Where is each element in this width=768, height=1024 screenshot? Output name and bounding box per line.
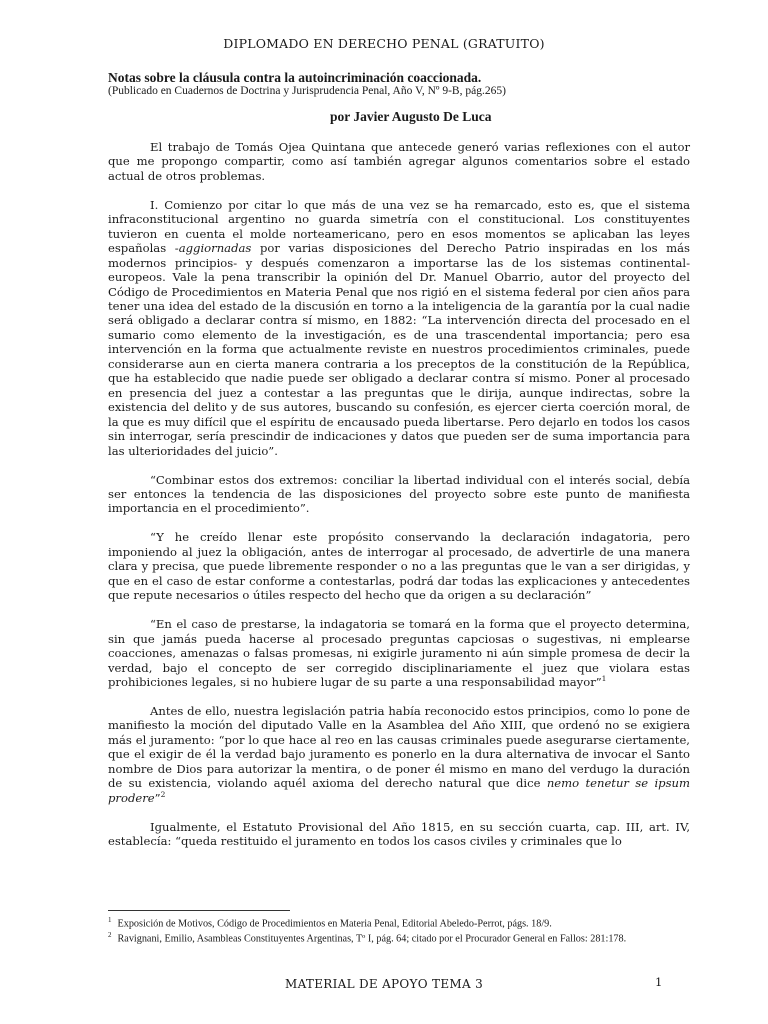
- footnote-1: $^1$ Exposición de Motivos, Código de Procedimientos en Materia Penal, Editorial Abeledo-Perrot, págs. 18/9.: [108, 916, 552, 930]
- paragraph-quote-indagatoria: “En el caso de prestarse, la indagatoria se tomará en la forma que el proyecto determina, sin que jamás pueda hacerse al procesado preguntas capciosas o sugestivas, ni emplearse coacciones, amenazas o falsas promesas, ni exigirle juramento ni aún simple promesa de decir la verdad, bajo el concepto de ser corregido disciplinariamente el juez que violara estas prohibiciones legales, si no hubiere lugar de su parte a una responsabilidad mayor”$^1$: [108, 617, 690, 689]
- paragraph-intro: El trabajo de Tomás Ojea Quintana que antecede generó varias reflexiones con el autor que me propongo compartir, como así también agregar algunos comentarios sobre el estado actual de otros problemas.: [108, 140, 690, 183]
- paragraph-estatuto: Igualmente, el Estatuto Provisional del Año 1815, en su sección cuarta, cap. III, art. IV, establecía: “queda restituido el juramento en todos los casos civiles y criminales que lo: [108, 819, 690, 849]
- paragraph-quote-combinar: “Combinar estos dos extremos: conciliar la libertad individual con el interés social, debía ser entonces la tendencia de las disposiciones del proyecto sobre este punto de manifiesta importancia en el procedimiento”.: [108, 472, 690, 516]
- page-number: 1: [655, 975, 663, 989]
- page-footer: MATERIAL DE APOYO TEMA 3: [285, 977, 483, 991]
- footnotes: [108, 915, 690, 945]
- page-header: DIPLOMADO EN DERECHO PENAL (GRATUITO): [223, 36, 545, 51]
- footnote-ref-1[interactable]: 1: [601, 674, 607, 684]
- article-title: Notas sobre la cláusula contra la autoincriminación coaccionada.: [108, 70, 482, 85]
- footnote-ref-2[interactable]: 2: [160, 789, 166, 799]
- footnote-2: $^2$ Ravignani, Emilio, Asambleas Constituyentes Argentinas, Tº I, pág. 64; citado por el Procurador General en Fallos: 281:178.: [108, 930, 627, 945]
- footnote-separator: [108, 910, 290, 911]
- italic-term: aggiornadas: [178, 241, 252, 256]
- article-body: [108, 140, 690, 863]
- article-author: por Javier Augusto De Luca: [330, 109, 492, 124]
- italic-latin-maxim: nemo tenetur se ipsum prodere: [108, 776, 690, 805]
- paragraph-legislacion-patria: Antes de ello, nuestra legislación patria había reconocido estos principios, como lo pone de manifiesto la moción del diputado Valle en la Asamblea del Año XIII, que ordenó no se exigiera más el juramento: “por lo que hace al reo en las causas criminales puede asegurarse ciertamente, que el exigir de él la verdad bajo juramento es ponerlo en la dura alternativa de invocar el Santo nombre de Dios para autorizar la mentira, o de poner él mismo en mano del verdugo la duración de su existencia, violando aquél axioma del derecho natural que dice nemo tenetur se ipsum prodere”$^2$: [108, 703, 690, 805]
- article-subtitle: (Publicado en Cuadernos de Doctrina y Jurisprudencia Penal, Año V, Nº 9-B, pág.265): [108, 85, 506, 97]
- paragraph-section-i: I. Comienzo por citar lo que más de una vez se ha remarcado, esto es, que el sistema infraconstitucional argentino no guarda simetría con el constitucional. Los constituyentes tuvieron en cuenta el molde norteamericano, pero en esos momentos se aplicaban las leyes españolas -aggiornadas por varias disposiciones del Derecho Patrio inspiradas en los más modernos principios- y después comenzaron a importarse las de los sistemas continental-europeos. Vale la pena transcribir la opinión del Dr. Manuel Obarrio, autor del proyecto del Código de Procedimientos en Materia Penal que nos rigió en el sistema federal por cien años para tener una idea del estado de la discusión en torno a la inteligencia de la garantía por la cual nadie será obligado a declarar contra sí mismo, en 1882: “La intervención directa del procesado en el sumario como elemento de la investigación, es de una trascendental importancia; pero esa intervención en la forma que actualmente reviste en nuestros procedimientos criminales, puede considerarse aun en cierta manera contraria a los preceptos de la constitución de la República, que ha establecido que nadie puede ser obligado a declarar contra sí mismo. Poner al procesado en presencia del juez a contestar a las preguntas que le dirija, aunque indirectas, sobre la existencia del delito y de sus autores, buscando su confesión, es ejercer cierta coerción moral, de la que es muy difícil que el espíritu de encausado pueda libertarse. Pero dejarlo en todos los casos sin interrogar, sería prescindir de indicaciones y datos que pueden ser de suma importancia para las ulterioridades del juicio”.: [108, 197, 691, 458]
- paragraph-quote-proposito: “Y he creído llenar este propósito conservando la declaración indagatoria, pero imponiendo al juez la obligación, antes de interrogar al procesado, de advertirle de una manera clara y precisa, que puede libremente responder o no a las preguntas que le van a ser dirigidas, y que en el caso de estar conforme a contestarlas, podrá dar todas las explicaciones y antecedentes que repute necesarios o útiles respecto del hecho que da origen a su declaración”: [108, 530, 690, 603]
